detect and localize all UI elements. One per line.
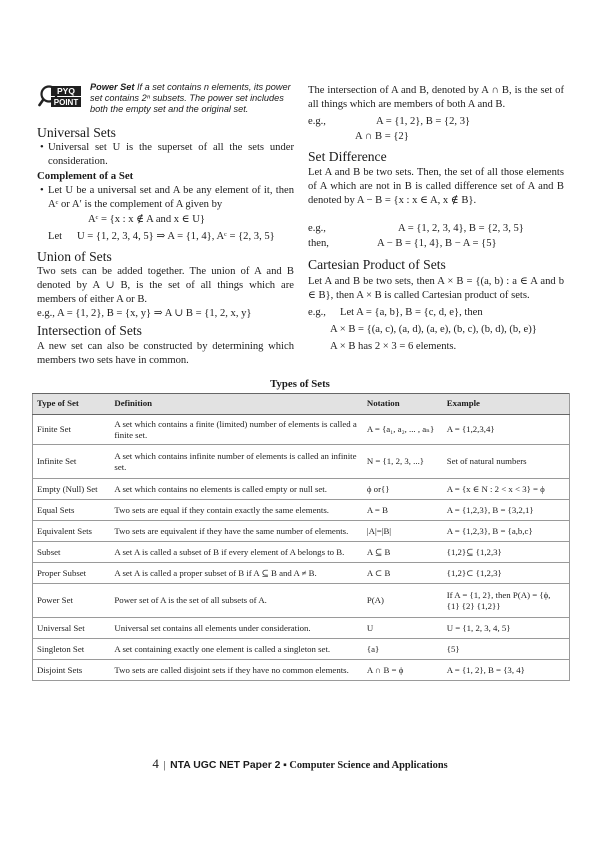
table-row [33, 618, 570, 639]
table-cell: Empty (Null) Set [33, 479, 111, 500]
table-cell: Disjoint Sets [33, 660, 111, 681]
difference-eg: A = {1, 2, 3, 4}, B = {2, 3, 5} [398, 223, 524, 234]
universal-sets-bullet: • Universal set U is the superset of all the sets under consideration. [48, 141, 294, 169]
table-cell: Power set of A is the set of all subsets of A. [110, 584, 362, 618]
complement-heading: Complement of a Set [37, 170, 134, 182]
table-row [33, 479, 570, 500]
table-cell: Set of natural numbers [443, 445, 570, 479]
table-cell: Universal set contains all elements under consideration. [110, 618, 362, 639]
page-number: 4 [152, 756, 159, 771]
table-cell: Finite Set [33, 415, 111, 445]
table-cell: A = {1,2,3}, B = {3,2,1} [443, 500, 570, 521]
table-cell: A set which contains no elements is called empty or null set. [110, 479, 362, 500]
intersection-heading: Intersection of Sets [37, 323, 142, 338]
cartesian-eg-label: e.g., [308, 307, 326, 318]
table-cell: Proper Subset [33, 563, 111, 584]
set-difference-heading: Set Difference [308, 149, 387, 164]
column-header: Example [443, 394, 570, 415]
pyq-body: If a set contains n elements, its power set contains 2ⁿ subsets. The power set includes both the empty set and the original set. [90, 82, 291, 115]
pyq-badge-top: PYQ [57, 86, 75, 96]
table-row [33, 445, 570, 479]
pyq-badge-bottom: POINT [53, 98, 79, 107]
table-cell: Singleton Set [33, 639, 111, 660]
table-cell: A = {a₁, a₂, ... , aₙ} [363, 415, 443, 445]
table-cell: Subset [33, 542, 111, 563]
table-cell: Equal Sets [33, 500, 111, 521]
table-cell: Two sets are called disjoint sets if they have no common elements. [110, 660, 362, 681]
table-cell: {a} [363, 639, 443, 660]
table-row [33, 660, 570, 681]
table-row [33, 584, 570, 618]
table-cell: A ∩ B = ϕ [363, 660, 443, 681]
table-cell: |A|=|B| [363, 521, 443, 542]
table-cell: A set which contains a finite (limited) number of elements is called a finite set. [110, 415, 362, 445]
column-header: Type of Set [33, 394, 111, 415]
column-header: Definition [110, 394, 362, 415]
footer-bullet: ▪ [283, 760, 287, 771]
footer-brand: NTA UGC NET Paper 2 [170, 760, 281, 771]
table-cell: A set A is called a subset of B if every element of A belongs to B. [110, 542, 362, 563]
pyq-point-note [38, 82, 294, 122]
table-cell: A set which contains infinite number of elements is called an infinite set. [110, 445, 362, 479]
complement-example-label: Let [48, 231, 63, 242]
complement-bullet: • Let U be a universal set and A be any element of it, then Aᶜ or A′ is the complement of A given by [48, 184, 294, 212]
table-cell: {1,2}⊆ {1,2,3} [443, 542, 570, 563]
table-cell: A set A is called a proper subset of B if A ⊆ B and A ≠ B. [110, 563, 362, 584]
cartesian-count: A × B has 2 × 3 = 6 elements. [330, 341, 457, 352]
table-cell: Two sets are equal if they contain exactly the same elements. [110, 500, 362, 521]
table-row [33, 521, 570, 542]
cartesian-product: A × B = {(a, c), (a, d), (a, e), (b, c), (b, d), (b, e)} [330, 324, 537, 335]
table-cell: ϕ or{} [363, 479, 443, 500]
table-cell: A = {1,2,3}, B = {a,b,c} [443, 521, 570, 542]
intersection-eg-label: e.g., [308, 116, 326, 127]
table-cell: U [363, 618, 443, 639]
table-cell: Power Set [33, 584, 111, 618]
table-cell: {5} [443, 639, 570, 660]
table-cell: N = {1, 2, 3, ...} [363, 445, 443, 479]
table-row [33, 500, 570, 521]
table-row [33, 563, 570, 584]
table-row [33, 415, 570, 445]
types-of-sets-title: Types of Sets [270, 378, 330, 390]
universal-sets-heading: Universal Sets [37, 125, 116, 140]
table-row [33, 639, 570, 660]
table-cell: A = {x ∈ N : 2 < x < 3} = ϕ [443, 479, 570, 500]
column-header: Notation [363, 394, 443, 415]
difference-then-label: then, [308, 238, 329, 249]
table-cell: Equivalent Sets [33, 521, 111, 542]
table-cell: A = {1, 2}, B = {3, 4} [443, 660, 570, 681]
intersection-eg1: A = {1, 2}, B = {2, 3} [376, 116, 471, 127]
complement-example: U = {1, 2, 3, 4, 5} ⇒ A = {1, 4}, Aᶜ = {2, 3, 5} [77, 231, 275, 242]
table-cell: U = {1, 2, 3, 4, 5} [443, 618, 570, 639]
difference-then: A − B = {1, 4}, B − A = {5} [377, 238, 497, 249]
types-of-sets-table [32, 393, 570, 681]
table-cell: Infinite Set [33, 445, 111, 479]
union-heading: Union of Sets [37, 249, 112, 264]
table-cell: A = {1,2,3,4} [443, 415, 570, 445]
table-cell: A set containing exactly one element is called a singleton set. [110, 639, 362, 660]
table-cell: Universal Set [33, 618, 111, 639]
table-cell: If A = {1, 2}, then P(A) = {ϕ, {1} {2} {1,2}} [443, 584, 570, 618]
page-footer: 4 | NTA UGC NET Paper 2 ▪ Computer Science and Applications [152, 756, 448, 771]
cartesian-heading: Cartesian Product of Sets [308, 257, 446, 272]
set-difference-text: Let A and B be two sets. Then, the set of all those elements of A which are not in B is called difference set of A and B denoted by A − B = {x : x ∈ A, x ∉ B}. [308, 167, 564, 206]
cartesian-eg: Let A = {a, b}, B = {c, d, e}, then [340, 307, 483, 318]
difference-eg-label: e.g., [308, 223, 326, 234]
table-row [33, 542, 570, 563]
complement-formula: Aᶜ = {x : x ∉ A and x ∈ U} [88, 214, 205, 225]
pyq-point-badge-icon [38, 83, 82, 109]
intersection-definition: The intersection of A and B, denoted by A ∩ B, is the set of all things which are members of both A and B. [308, 85, 564, 110]
table-header-row [33, 394, 570, 415]
pyq-text [90, 82, 296, 116]
union-text: Two sets can be added together. The union of A and B denoted by A ∪ B, is the set of all things which are members of either A or B. [37, 266, 294, 305]
intersection-text: A new set can also be constructed by determining which members two sets have in common. [37, 341, 294, 366]
table-cell: {1,2}⊂ {1,2,3} [443, 563, 570, 584]
union-example: e.g., A = {1, 2}, B = {x, y} ⇒ A ∪ B = {1, 2, x, y} [37, 308, 252, 319]
table-cell: A ⊆ B [363, 542, 443, 563]
cartesian-text: Let A and B be two sets, then A × B = {(a, b) : a ∈ A and b ∈ B}, then A × B is called Cartesian product of sets. [308, 276, 564, 301]
footer-subject: Computer Science and Applications [289, 760, 448, 771]
table-cell: P(A) [363, 584, 443, 618]
table-cell: A ⊂ B [363, 563, 443, 584]
pyq-lead: Power Set [90, 82, 135, 92]
intersection-eg2: A ∩ B = {2} [355, 131, 409, 142]
table-cell: Two sets are equivalent if they have the same number of elements. [110, 521, 362, 542]
table-cell: A = B [363, 500, 443, 521]
